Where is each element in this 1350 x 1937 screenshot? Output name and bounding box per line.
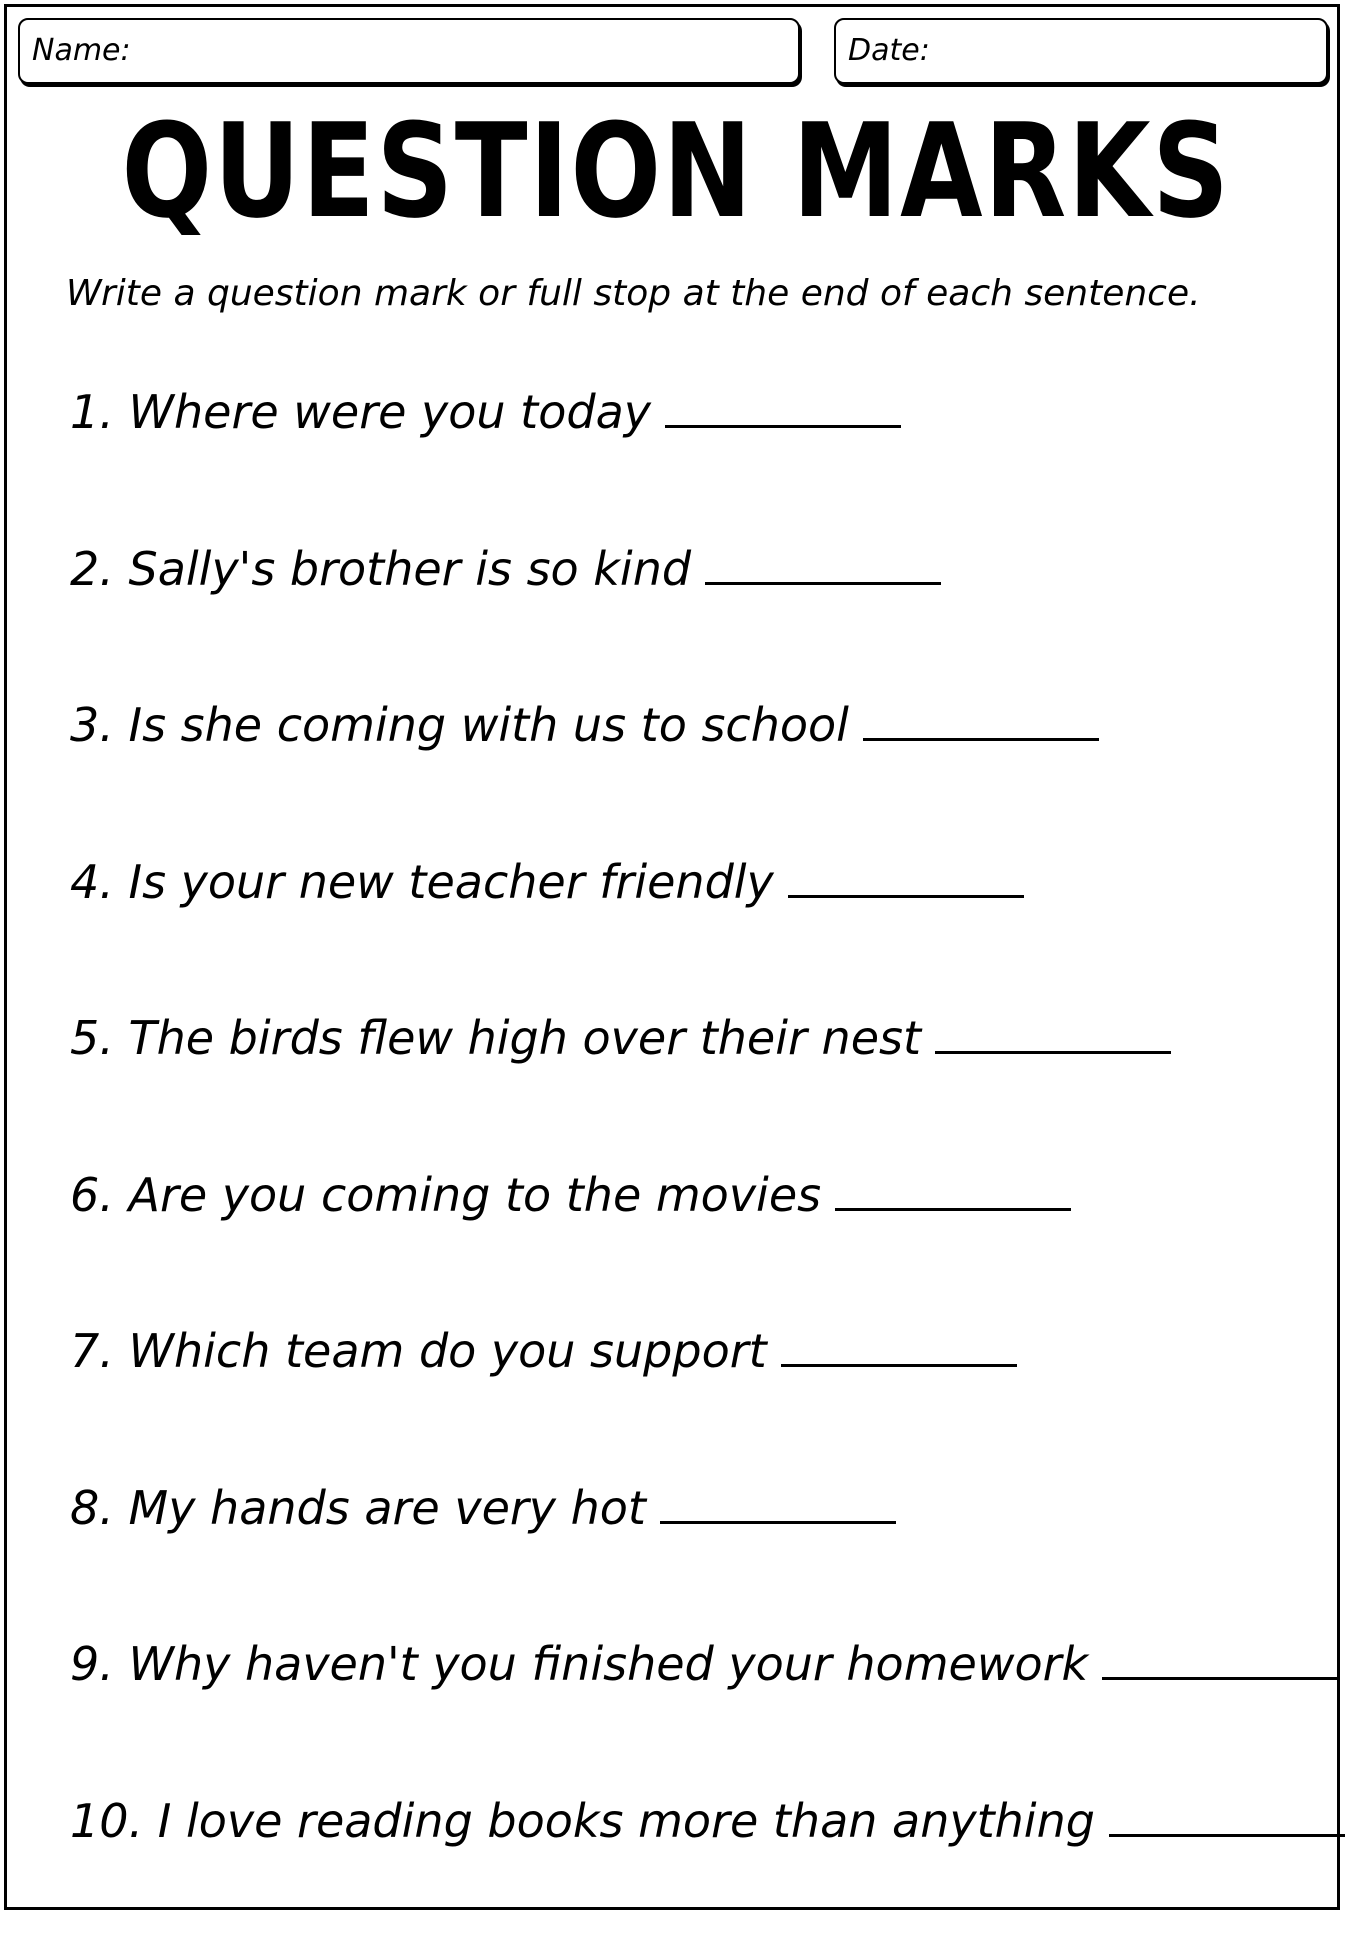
question-item — [70, 685, 1310, 842]
question-text: 2. Sally's brother is so kind — [70, 542, 691, 596]
name-field[interactable] — [18, 18, 800, 84]
question-text: 10. I love reading books more than anything — [70, 1794, 1095, 1848]
question-list — [70, 372, 1310, 1937]
question-item — [70, 1155, 1310, 1312]
answer-line[interactable] — [705, 540, 941, 585]
answer-line[interactable] — [863, 696, 1099, 741]
question-text: 5. The birds flew high over their nest — [70, 1011, 921, 1065]
name-label: Name: — [32, 34, 131, 68]
question-text: 6. Are you coming to the movies — [70, 1168, 821, 1222]
answer-line[interactable] — [781, 1322, 1017, 1367]
question-item — [70, 1624, 1310, 1781]
question-text: 8. My hands are very hot — [70, 1481, 646, 1535]
question-text: 7. Which team do you support — [70, 1324, 767, 1378]
question-item — [70, 842, 1310, 999]
instructions: Write a question mark or full stop at the end of each sentence. — [66, 272, 1316, 316]
question-item — [70, 372, 1310, 529]
answer-line[interactable] — [1102, 1635, 1338, 1680]
worksheet-title: QUESTION MARKS — [122, 86, 1229, 256]
question-item — [70, 1468, 1310, 1625]
question-text: 9. Why haven't you finished your homework — [70, 1637, 1088, 1691]
question-item — [70, 529, 1310, 686]
answer-line[interactable] — [935, 1009, 1171, 1054]
question-item — [70, 1781, 1310, 1937]
date-label: Date: — [848, 34, 930, 68]
question-item — [70, 998, 1310, 1155]
answer-line[interactable] — [660, 1479, 896, 1524]
question-text: 3. Is she coming with us to school — [70, 698, 849, 752]
answer-line[interactable] — [665, 383, 901, 428]
date-field[interactable] — [834, 18, 1328, 84]
answer-line[interactable] — [835, 1166, 1071, 1211]
question-item — [70, 1311, 1310, 1468]
question-text: 4. Is your new teacher friendly — [70, 855, 774, 909]
answer-line[interactable] — [1109, 1792, 1345, 1837]
question-text: 1. Where were you today — [70, 385, 651, 439]
answer-line[interactable] — [788, 853, 1024, 898]
